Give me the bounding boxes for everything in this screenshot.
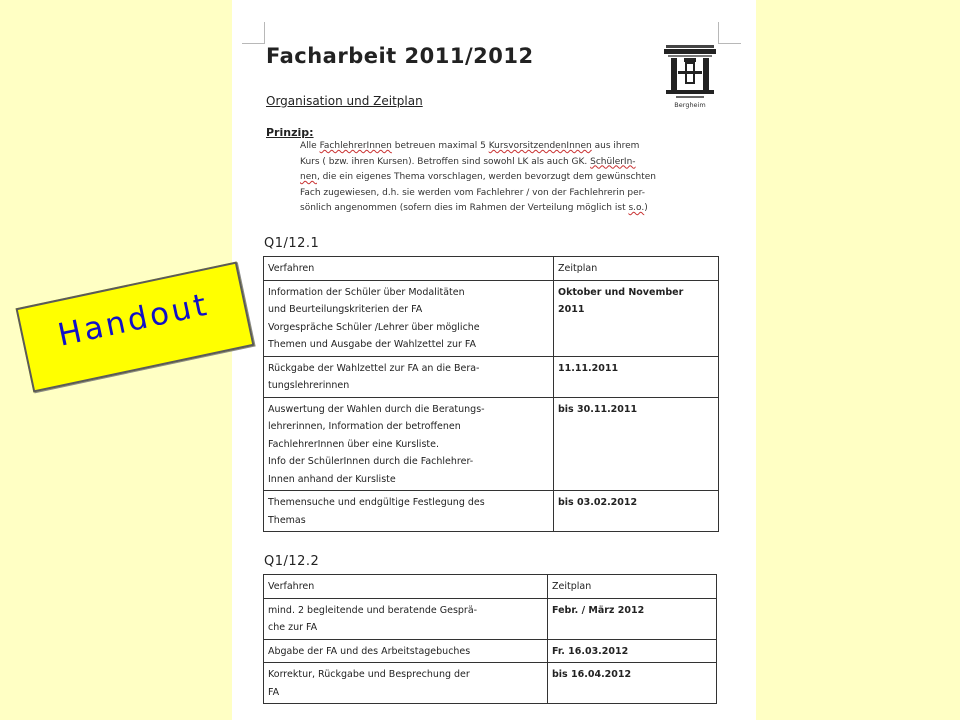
table-header-row (264, 575, 717, 599)
procedure-cell (264, 598, 548, 639)
cell-line: Innen anhand der Kursliste (268, 473, 396, 485)
cell-line: Information der Schüler über Modalitäten (268, 286, 465, 298)
crop-mark-top-right-vertical (718, 22, 719, 44)
table-row (264, 356, 719, 397)
table-row (264, 491, 719, 532)
spellcheck-flagged-word: nen (300, 172, 317, 182)
school-logo (662, 43, 718, 113)
principle-text-segment: betreuen maximal 5 (391, 141, 489, 151)
cell-line: che zur FA (268, 622, 318, 633)
procedure-cell (264, 397, 554, 491)
cell-line: Themen und Ausgabe der Wahlzettel zur FA (268, 339, 476, 350)
cell-line: mind. 2 begleitende und beratende Gesprä- (268, 604, 478, 616)
document-title: Facharbeit 2011/2012 (266, 44, 534, 68)
principle-text-segment: Kurs ( bzw. ihren Kursen). Betroffen sind sowohl LK als auch GK. (300, 156, 591, 167)
crop-mark-top-left-vertical (264, 22, 265, 44)
principle-text-segment: sönlich angenommen (sofern dies im Rahmen der Verteilung möglich ist (300, 203, 629, 213)
cell-line: Vorgespräche Schüler /Lehrer über mögliche (268, 321, 480, 333)
handout-stamp (16, 261, 255, 392)
schedule-header: Zeitplan (548, 575, 717, 599)
principle-text-segment: , die ein eigenes Thema vorschlagen, werden bevorzugt dem gewünschten (316, 172, 656, 182)
cell-line: Korrektur, Rückgabe und Besprechung der (268, 669, 470, 680)
crop-mark-top-right-horizontal (719, 43, 741, 44)
document-page (232, 0, 756, 720)
procedure-cell (264, 280, 554, 356)
schedule-table-q1-12-2 (263, 574, 717, 704)
cell-line: Fr. 16.03.2012 (552, 645, 629, 657)
cell-line: bis 30.11.2011 (558, 403, 638, 415)
schedule-cell (554, 397, 719, 491)
principle-text-segment: Fach zugewiesen, d.h. sie werden vom Fachlehrer / von der Fachlehrerin per- (300, 187, 646, 198)
principle-text-segment: aus ihrem (591, 141, 640, 151)
logo-caption: Bergheim (674, 101, 706, 109)
principle-heading: Prinzip: (266, 126, 314, 139)
procedure-cell (264, 356, 554, 397)
spellcheck-flagged-word: KursvorsitzendenInnen (488, 141, 592, 151)
table-row (264, 280, 719, 356)
spellcheck-flagged-word: SchülerIn- (590, 156, 636, 167)
spellcheck-flagged-word: FachlehrerInnen (319, 141, 392, 151)
cell-line: Info der SchülerInnen durch die Fachlehrer- (268, 456, 474, 467)
spellcheck-flagged-word: s.o. (628, 203, 645, 213)
cell-line: Rückgabe der Wahlzettel zur FA an die Bera- (268, 362, 480, 374)
document-subtitle: Organisation und Zeitplan (266, 94, 423, 108)
table-row (264, 663, 717, 704)
cell-line: bis 16.04.2012 (552, 669, 632, 680)
cell-line: lehrerinnen, Information der betroffenen (268, 421, 461, 432)
cell-line: bis 03.02.2012 (558, 497, 638, 508)
cell-line: 11.11.2011 (558, 362, 619, 374)
section-heading-q1-12-2: Q1/12.2 (264, 554, 320, 569)
schedule-cell (548, 639, 717, 663)
procedure-cell (264, 491, 554, 532)
crop-mark-top-left-horizontal (242, 43, 264, 44)
schedule-header: Zeitplan (554, 257, 719, 281)
procedure-header: Verfahren (264, 257, 554, 281)
schedule-cell (554, 280, 719, 356)
schedule-cell (554, 491, 719, 532)
schedule-cell (554, 356, 719, 397)
section-heading-q1-12-1: Q1/12.1 (264, 236, 320, 251)
cell-line: Oktober und November (558, 286, 684, 298)
procedure-header: Verfahren (264, 575, 548, 599)
cell-line: und Beurteilungskriterien der FA (268, 304, 423, 315)
table-row (264, 397, 719, 491)
cell-line: Themas (268, 514, 306, 526)
cell-line: 2011 (558, 304, 585, 315)
procedure-cell (264, 639, 548, 663)
cell-line: FachlehrerInnen über eine Kursliste. (268, 438, 439, 450)
schedule-cell (548, 663, 717, 704)
cell-line: Auswertung der Wahlen durch die Beratungs- (268, 403, 485, 415)
cell-line: tungslehrerinnen (268, 380, 350, 391)
table-row (264, 639, 717, 663)
schedule-table-q1-12-1 (263, 256, 719, 532)
schedule-cell (548, 598, 717, 639)
procedure-cell (264, 663, 548, 704)
cell-line: Themensuche und endgültige Festlegung des (268, 497, 485, 508)
cell-line: Febr. / März 2012 (552, 604, 645, 616)
principle-text (300, 139, 706, 217)
cell-line: FA (268, 686, 280, 698)
table-header-row (264, 257, 719, 281)
table-row (264, 598, 717, 639)
cell-line: Abgabe der FA und des Arbeitstagebuches (268, 645, 471, 657)
principle-text-segment: ) (644, 203, 648, 213)
principle-text-segment: Alle (300, 141, 320, 151)
handout-label: Handout (54, 286, 213, 354)
